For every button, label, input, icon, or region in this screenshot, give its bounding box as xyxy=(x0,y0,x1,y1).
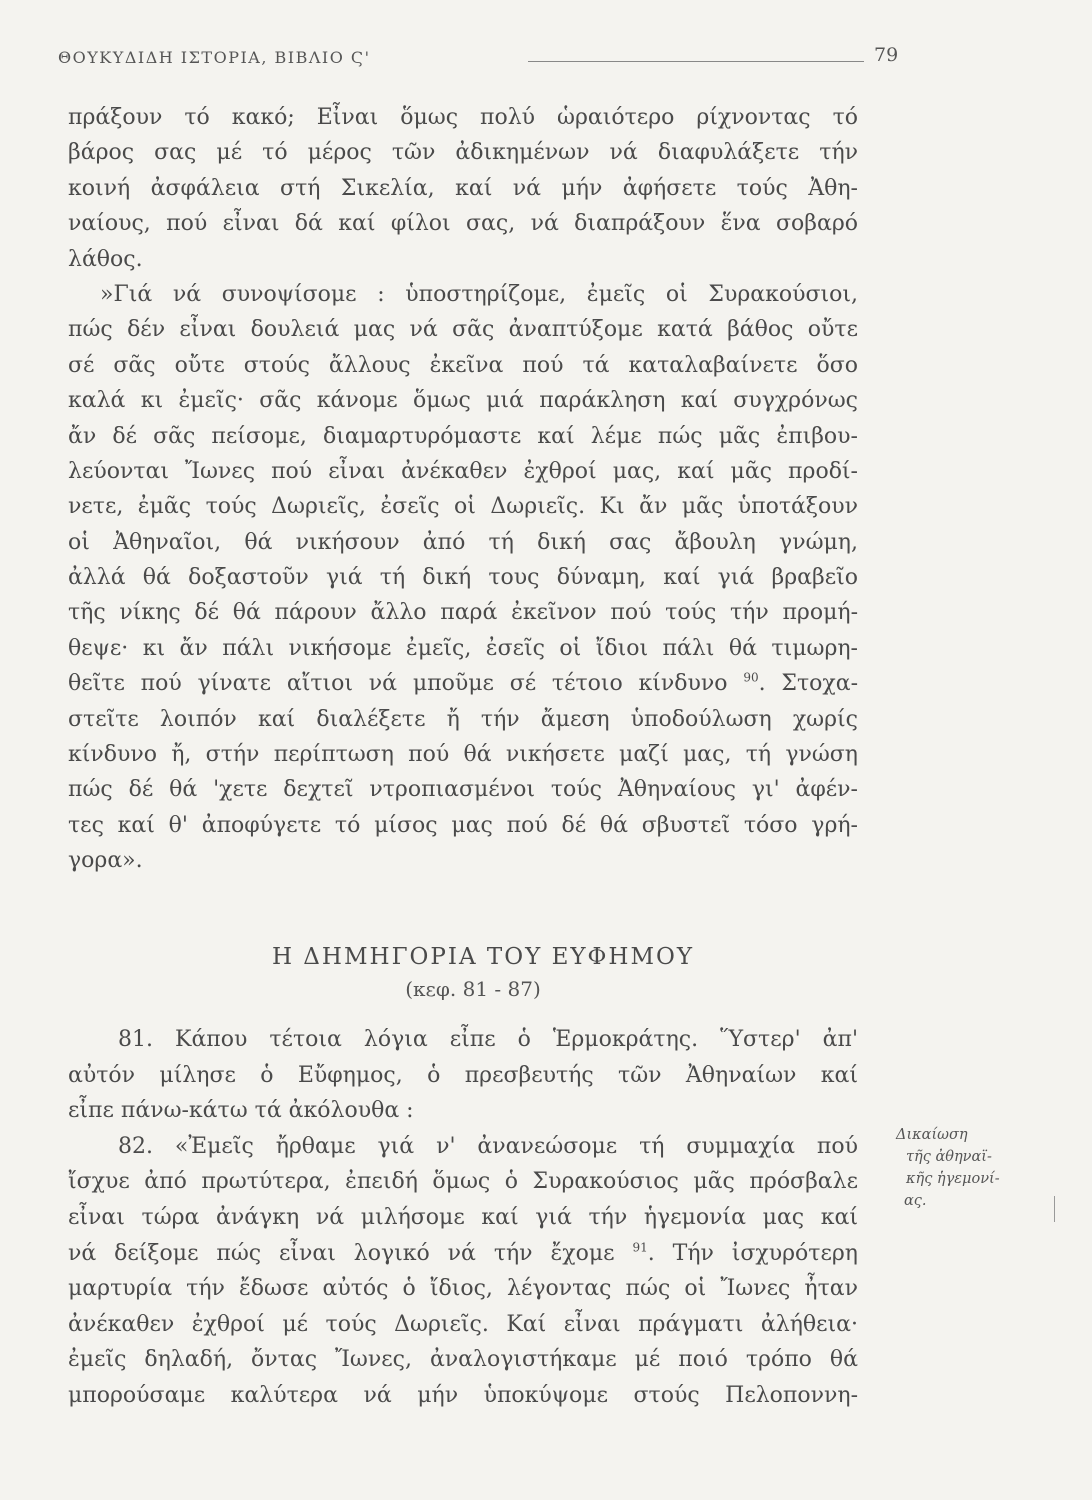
text-line: λεύονται Ἴωνες πού εἶναι ἀνέκαθεν ἐχθροί μας, καί μᾶς προδί- xyxy=(68,458,858,484)
text-line: νετε, ἐμᾶς τούς Δωριεῖς, ἐσεῖς οἱ Δωριεῖς. Κι ἄν μᾶς ὑποτάξουν xyxy=(68,494,858,520)
text-line: εἶπε πάνω-κάτω τά ἀκόλουθα : xyxy=(68,1098,414,1124)
text-line-with-footnote xyxy=(68,666,858,701)
text-line: ἄν δέ σᾶς πείσομε, διαμαρτυρόμαστε καί λέμε πώς μᾶς ἐπιβου- xyxy=(68,423,858,449)
text-line: λάθος. xyxy=(68,246,143,272)
text-line: κοινή ἀσφάλεια στή Σικελία, καί νά μήν ἀφήσετε τούς Ἀθη- xyxy=(68,175,858,201)
text-line: πράξουν τό κακό; Εἶναι ὅμως πολύ ὡραιότερο ρίχνοντας τό xyxy=(68,105,858,130)
text-line: κίνδυνο ἤ, στήν περίπτωση πού θά νικήσετε μαζί μας, τή γνώση xyxy=(68,742,858,768)
text-line: μαρτυρία τήν ἔδωσε αὐτός ὁ ἴδιος, λέγοντας πώς οἱ Ἴωνες ἦταν xyxy=(68,1276,858,1302)
text-line: αὐτόν μίλησε ὁ Εὔφημος, ὁ πρεσβευτής τῶν Ἀθηναίων καί xyxy=(68,1062,858,1088)
margin-bracket xyxy=(1052,1196,1055,1222)
text-fragment: νά δείξομε πώς εἶναι λογικό νά τήν ἔχομε xyxy=(68,1240,615,1266)
body-text-part2 xyxy=(68,1022,858,1414)
text-line: καλά κι ἐμεῖς· σᾶς κάνομε ὅμως μιά παράκληση καί συγχρόνως xyxy=(68,388,858,414)
text-line: ἴσχυε ἀπό πρωτύτερα, ἐπειδή ὅμως ὁ Συρακούσιος μᾶς πρόσβαλε xyxy=(68,1169,858,1195)
text-line: ἐμεῖς δηλαδή, ὄντας Ἴωνες, ἀναλογιστήκαμε μέ ποιό τρόπο θά xyxy=(68,1347,858,1373)
text-line: τῆς νίκης δέ θά πάρουν ἄλλο παρά ἐκεῖνον πού τούς τήν προμή- xyxy=(68,600,858,626)
margin-note-line: Δικαίωση xyxy=(896,1127,968,1143)
text-line: μπορούσαμε καλύτερα νά μήν ὑποκύψομε στούς Πελοποννη- xyxy=(68,1382,858,1408)
text-line: γορα». xyxy=(68,848,143,874)
text-line: πώς δέν εἶναι δουλειά μας νά σᾶς ἀναπτύξομε κατά βάθος οὔτε xyxy=(68,317,858,343)
footnote-marker: 90 xyxy=(743,670,759,685)
margin-note-line: ας. xyxy=(904,1193,927,1209)
text-fragment: . Στοχα- xyxy=(758,671,859,697)
section-subheading: (κεφ. 81 - 87) xyxy=(405,977,541,1001)
text-line: πώς δέ θά 'χετε δεχτεῖ ντροπιασμένοι τούς Ἀθηναίους γι' ἀφέν- xyxy=(68,777,858,803)
text-line: βάρος σας μέ τό μέρος τῶν ἀδικημένων νά διαφυλάξετε τήν xyxy=(68,140,858,166)
text-line: ἀνέκαθεν ἐχθροί μέ τούς Δωριεῖς. Καί εἶναι πράγματι ἀλήθεια· xyxy=(68,1311,858,1337)
text-line: 81. Κάπου τέτοια λόγια εἶπε ὁ Ἑρμοκράτης. Ὕστερ' ἀπ' xyxy=(118,1027,858,1052)
text-line: στεῖτε λοιπόν καί διαλέξετε ἤ τήν ἄμεση ὑποδούλωση χωρίς xyxy=(68,706,858,732)
text-line: σέ σᾶς οὔτε στούς ἄλλους ἐκεῖνα πού τά καταλαβαίνετε ὅσο xyxy=(68,352,858,378)
margin-note-line: τῆς ἀθηναϊ- xyxy=(906,1149,992,1165)
text-line-with-footnote xyxy=(68,1236,858,1272)
section-heading: Η ΔΗΜΗΓΟΡΙΑ ΤΟΥ ΕΥΦΗΜΟΥ xyxy=(271,944,695,970)
header-rule xyxy=(528,61,864,62)
margin-note-line: κῆς ἡγεμονί- xyxy=(906,1171,1000,1187)
margin-note xyxy=(896,1124,1016,1212)
text-line: ἀλλά θά δοξαστοῦν γιά τή δική τους δύναμη, καί γιά βραβεῖο xyxy=(68,565,858,591)
text-line: οἱ Ἀθηναῖοι, θά νικήσουν ἀπό τή δική σας ἄβουλη γνώμη, xyxy=(68,529,858,555)
text-line: ναίους, πού εἶναι δά καί φίλοι σας, νά διαπράξουν ἕνα σοβαρό xyxy=(68,211,858,237)
text-line: τες καί θ' ἀποφύγετε τό μίσος μας πού δέ θά σβυστεῖ τόσο γρή- xyxy=(68,812,858,838)
body-text-part1 xyxy=(68,100,858,879)
text-line: εἶναι τώρα ἀνάγκη νά μιλήσομε καί γιά τήν ἡγεμονία μας καί xyxy=(68,1204,858,1230)
text-line: θεψε· κι ἄν πάλι νικήσομε ἐμεῖς, ἐσεῖς οἱ ἴδιοι πάλι θά τιμωρη- xyxy=(68,635,858,661)
running-title: ΘΟΥΚΥΔΙΔΗ ΙΣΤΟΡΙΑ, ΒΙΒΛΙΟ Ϛ' xyxy=(58,48,371,67)
text-fragment: . Τήν ἰσχυρότερη xyxy=(647,1240,858,1266)
text-fragment: θεῖτε πού γίνατε αἴτιοι νά μποῦμε σέ τέτοιο κίνδυνο xyxy=(68,671,728,697)
text-line: »Γιά νά συνοψίσομε : ὑποστηρίζομε, ἐμεῖς οἱ Συρακούσιοι, xyxy=(100,281,858,307)
section-heading-block xyxy=(68,940,858,1004)
page-number: 79 xyxy=(874,44,899,66)
footnote-marker: 91 xyxy=(632,1240,648,1255)
text-line: 82. «Ἐμεῖς ἤρθαμε γιά ν' ἀνανεώσομε τή συμμαχία πού xyxy=(118,1133,858,1159)
running-head xyxy=(58,44,899,74)
